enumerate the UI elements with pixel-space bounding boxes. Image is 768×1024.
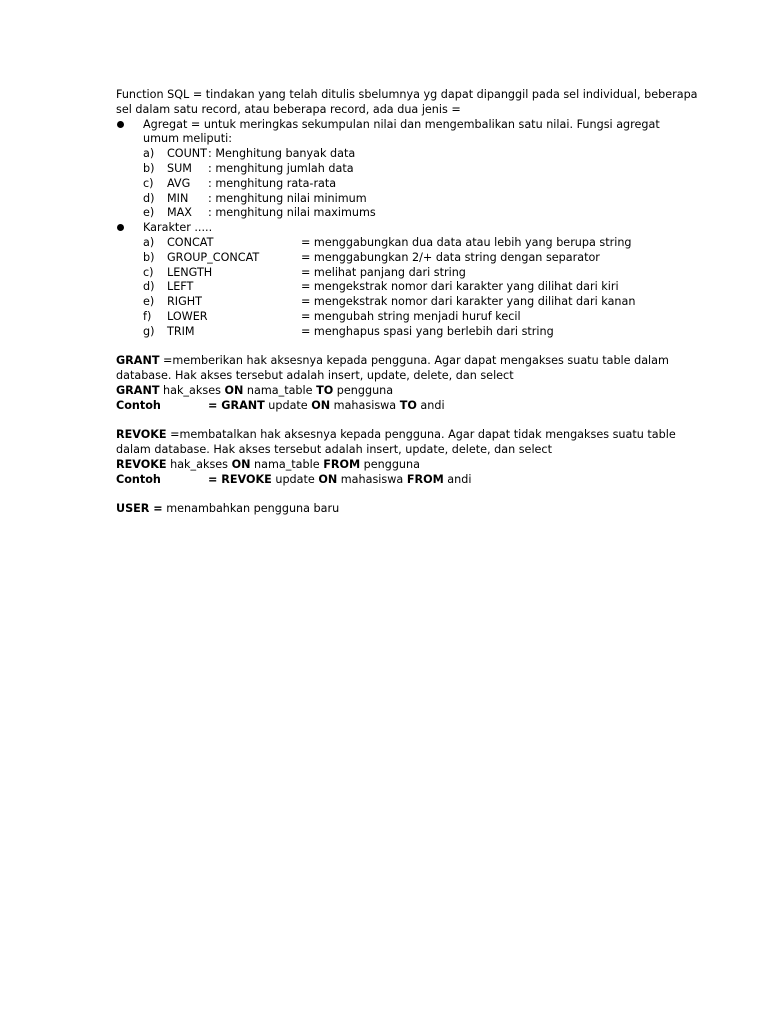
syntax-text: update bbox=[271, 472, 319, 486]
bullet-dot-icon bbox=[117, 121, 124, 128]
intro-line-2: sel dalam satu record, atau beberapa record, ada dua jenis = bbox=[116, 102, 461, 116]
function-name: CONCAT bbox=[167, 235, 214, 249]
syntax-text: hak_akses bbox=[166, 457, 232, 471]
list-letter: c) bbox=[143, 176, 154, 190]
list-item bbox=[116, 266, 656, 281]
example-label: Contoh bbox=[116, 398, 161, 412]
syntax-keyword: REVOKE bbox=[116, 457, 167, 471]
syntax-keyword: ON bbox=[231, 457, 251, 471]
list-letter: b) bbox=[143, 161, 155, 175]
function-desc: = mengekstrak nomor dari karakter yang dilihat dari kanan bbox=[301, 295, 636, 309]
grant-syntax bbox=[116, 384, 656, 399]
function-name: SUM bbox=[167, 161, 192, 175]
function-name: LOWER bbox=[167, 309, 208, 323]
karakter-list bbox=[116, 236, 656, 340]
agregat-line-2: umum meliputi: bbox=[143, 132, 232, 146]
grant-desc-text: =memberikan hak aksesnya kepada pengguna. Agar dapat mengakses suatu table dalam bbox=[159, 354, 669, 368]
spacer bbox=[116, 414, 656, 429]
syntax-text: mahasiswa bbox=[330, 398, 400, 412]
function-desc: = melihat panjang dari string bbox=[301, 265, 466, 279]
list-letter: c) bbox=[143, 265, 154, 279]
spacer bbox=[116, 340, 656, 355]
function-desc: : menghitung nilai minimum bbox=[208, 191, 367, 205]
user-keyword: USER = bbox=[116, 502, 163, 516]
syntax-keyword: = GRANT bbox=[208, 398, 265, 412]
list-letter: e) bbox=[143, 295, 155, 309]
list-letter: f) bbox=[143, 309, 152, 323]
revoke-keyword: REVOKE bbox=[116, 428, 167, 442]
list-letter: g) bbox=[143, 324, 155, 338]
revoke-desc-text: =membatalkan hak aksesnya kepada pengguna. Agar dapat tidak mengakses suatu table bbox=[166, 428, 676, 442]
grant-keyword: GRANT bbox=[116, 354, 160, 368]
function-desc: : menghitung jumlah data bbox=[208, 161, 354, 175]
list-item bbox=[116, 280, 656, 295]
function-desc: = menghapus spasi yang berlebih dari string bbox=[301, 324, 554, 338]
syntax-text: pengguna bbox=[333, 383, 394, 397]
list-item bbox=[116, 325, 656, 340]
syntax-keyword: TO bbox=[316, 383, 334, 397]
list-letter: a) bbox=[143, 147, 155, 161]
grant-example bbox=[116, 399, 656, 414]
revoke-syntax bbox=[116, 458, 656, 473]
syntax-keyword: TO bbox=[399, 398, 417, 412]
revoke-desc-line-1 bbox=[116, 428, 676, 443]
function-name: MIN bbox=[167, 191, 189, 205]
syntax-text: andi bbox=[443, 472, 472, 486]
list-item bbox=[116, 177, 656, 192]
function-name: RIGHT bbox=[167, 295, 202, 309]
list-letter: b) bbox=[143, 250, 155, 264]
intro-line-1: Function SQL = tindakan yang telah ditulis sbelumnya yg dapat dipanggil pada sel individual, beberapa bbox=[116, 88, 698, 101]
function-name: LEFT bbox=[167, 280, 194, 294]
function-desc: = mengubah string menjadi huruf kecil bbox=[301, 309, 521, 323]
list-item bbox=[116, 162, 656, 177]
list-letter: d) bbox=[143, 280, 155, 294]
function-desc: = mengekstrak nomor dari karakter yang dilihat dari kiri bbox=[301, 280, 619, 294]
function-name: TRIM bbox=[167, 324, 195, 338]
list-letter: e) bbox=[143, 206, 155, 220]
revoke-desc-line-2: dalam database. Hak akses tersebut adalah insert, update, delete, dan select bbox=[116, 443, 552, 457]
list-item bbox=[116, 295, 656, 310]
syntax-keyword: FROM bbox=[323, 457, 361, 471]
syntax-text: hak_akses bbox=[159, 383, 225, 397]
syntax-text: update bbox=[264, 398, 312, 412]
karakter-title: Karakter ..... bbox=[143, 221, 213, 235]
list-item bbox=[116, 192, 656, 207]
user-desc-text: menambahkan pengguna baru bbox=[162, 502, 340, 516]
function-desc: = menggabungkan 2/+ data string dengan separator bbox=[301, 250, 600, 264]
list-letter: a) bbox=[143, 235, 155, 249]
syntax-keyword: GRANT bbox=[116, 383, 160, 397]
function-name: GROUP_CONCAT bbox=[167, 250, 260, 264]
syntax-keyword: ON bbox=[318, 472, 338, 486]
syntax-text: andi bbox=[416, 398, 445, 412]
function-name: LENGTH bbox=[167, 265, 213, 279]
spacer bbox=[116, 488, 656, 503]
list-item bbox=[116, 206, 656, 221]
revoke-example bbox=[116, 473, 656, 488]
list-item bbox=[116, 251, 656, 266]
list-item bbox=[116, 147, 656, 162]
agregat-line-1: Agregat = untuk meringkas sekumpulan nilai dan mengembalikan satu nilai. Fungsi agregat bbox=[143, 117, 660, 131]
syntax-text: nama_table bbox=[243, 383, 317, 397]
bullet-agregat bbox=[116, 117, 660, 148]
function-desc: : menghitung nilai maximums bbox=[208, 206, 376, 220]
syntax-text: pengguna bbox=[360, 457, 420, 471]
syntax-keyword: FROM bbox=[406, 472, 444, 486]
syntax-keyword: ON bbox=[311, 398, 331, 412]
syntax-text: mahasiswa bbox=[337, 472, 407, 486]
syntax-keyword: ON bbox=[224, 383, 244, 397]
bullet-karakter bbox=[116, 221, 656, 236]
grant-desc-line-2: database. Hak akses tersebut adalah insert, update, delete, dan select bbox=[116, 369, 514, 383]
syntax-text: nama_table bbox=[250, 457, 324, 471]
function-name: AVG bbox=[167, 176, 191, 190]
function-desc: : menghitung rata-rata bbox=[208, 176, 337, 190]
document-body bbox=[116, 88, 698, 517]
bullet-dot-icon bbox=[117, 224, 124, 231]
syntax-keyword: = REVOKE bbox=[208, 472, 272, 486]
list-item bbox=[116, 236, 656, 251]
function-name: MAX bbox=[167, 206, 192, 220]
function-desc: = menggabungkan dua data atau lebih yang berupa string bbox=[301, 235, 632, 249]
function-name: COUNT bbox=[167, 147, 208, 161]
grant-desc-line-1 bbox=[116, 354, 669, 369]
list-item bbox=[116, 310, 656, 325]
example-label: Contoh bbox=[116, 472, 161, 486]
user-desc bbox=[116, 502, 656, 517]
function-desc: : Menghitung banyak data bbox=[208, 147, 356, 161]
list-letter: d) bbox=[143, 191, 155, 205]
agregat-list bbox=[116, 147, 656, 221]
